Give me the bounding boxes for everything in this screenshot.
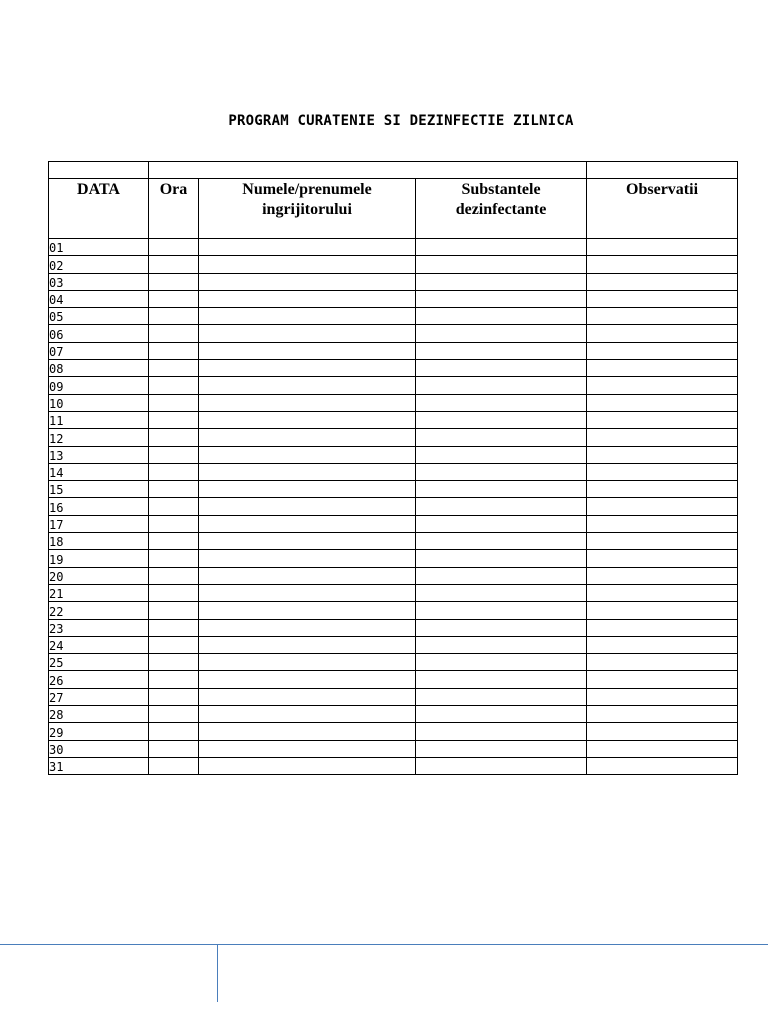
substances-cell[interactable] <box>416 273 587 290</box>
name-cell[interactable] <box>199 325 416 342</box>
document-title: PROGRAM CURATENIE SI DEZINFECTIE ZILNICA <box>228 113 574 129</box>
table-row <box>49 360 738 377</box>
observations-cell[interactable] <box>587 706 738 723</box>
footer-rule <box>0 944 768 945</box>
substances-cell[interactable] <box>416 740 587 757</box>
substances-cell[interactable] <box>416 429 587 446</box>
top-cell-data <box>49 162 149 179</box>
day-cell: 27 <box>49 688 149 705</box>
ora-cell[interactable] <box>149 636 199 653</box>
name-cell[interactable] <box>199 688 416 705</box>
observations-cell[interactable] <box>587 463 738 480</box>
day-cell: 05 <box>49 308 149 325</box>
table-row <box>49 740 738 757</box>
name-cell[interactable] <box>199 308 416 325</box>
day-cell: 29 <box>49 723 149 740</box>
ora-cell[interactable] <box>149 429 199 446</box>
observations-cell[interactable] <box>587 584 738 601</box>
day-cell: 18 <box>49 533 149 550</box>
observations-cell[interactable] <box>587 342 738 359</box>
ora-cell[interactable] <box>149 290 199 307</box>
ora-cell[interactable] <box>149 723 199 740</box>
day-cell: 14 <box>49 463 149 480</box>
table-row <box>49 290 738 307</box>
observations-cell[interactable] <box>587 256 738 273</box>
ora-cell[interactable] <box>149 688 199 705</box>
table-row <box>49 533 738 550</box>
header-observations: Observatii <box>587 179 738 239</box>
name-cell[interactable] <box>199 256 416 273</box>
substances-cell[interactable] <box>416 584 587 601</box>
substances-cell[interactable] <box>416 481 587 498</box>
table-row <box>49 308 738 325</box>
day-cell: 28 <box>49 706 149 723</box>
day-cell: 11 <box>49 411 149 428</box>
table-row <box>49 706 738 723</box>
table-row <box>49 584 738 601</box>
ora-cell[interactable] <box>149 567 199 584</box>
day-cell: 13 <box>49 446 149 463</box>
table-row <box>49 446 738 463</box>
table-row <box>49 239 738 256</box>
day-cell: 15 <box>49 481 149 498</box>
observations-cell[interactable] <box>587 636 738 653</box>
substances-cell[interactable] <box>416 515 587 532</box>
name-cell[interactable] <box>199 636 416 653</box>
substances-cell[interactable] <box>416 360 587 377</box>
top-cell-merged <box>149 162 587 179</box>
ora-cell[interactable] <box>149 550 199 567</box>
substances-cell[interactable] <box>416 394 587 411</box>
observations-cell[interactable] <box>587 567 738 584</box>
substances-cell[interactable] <box>416 619 587 636</box>
day-cell: 02 <box>49 256 149 273</box>
substances-cell[interactable] <box>416 239 587 256</box>
observations-cell[interactable] <box>587 290 738 307</box>
header-ora: Ora <box>149 179 199 239</box>
name-cell[interactable] <box>199 757 416 774</box>
ora-cell[interactable] <box>149 602 199 619</box>
ora-cell[interactable] <box>149 481 199 498</box>
observations-cell[interactable] <box>587 533 738 550</box>
substances-cell[interactable] <box>416 688 587 705</box>
substances-cell[interactable] <box>416 671 587 688</box>
ora-cell[interactable] <box>149 654 199 671</box>
table-header-row <box>49 179 738 239</box>
substances-cell[interactable] <box>416 290 587 307</box>
name-cell[interactable] <box>199 446 416 463</box>
substances-cell[interactable] <box>416 757 587 774</box>
ora-cell[interactable] <box>149 584 199 601</box>
footer-divider <box>217 944 218 1002</box>
name-cell[interactable] <box>199 740 416 757</box>
substances-cell[interactable] <box>416 706 587 723</box>
substances-cell[interactable] <box>416 308 587 325</box>
ora-cell[interactable] <box>149 619 199 636</box>
name-cell[interactable] <box>199 619 416 636</box>
table-row <box>49 688 738 705</box>
observations-cell[interactable] <box>587 515 738 532</box>
cleaning-log-table <box>48 161 738 775</box>
name-cell[interactable] <box>199 533 416 550</box>
observations-cell[interactable] <box>587 550 738 567</box>
table-top-row <box>49 162 738 179</box>
name-cell[interactable] <box>199 498 416 515</box>
ora-cell[interactable] <box>149 498 199 515</box>
observations-cell[interactable] <box>587 740 738 757</box>
table-row <box>49 515 738 532</box>
substances-cell[interactable] <box>416 446 587 463</box>
ora-cell[interactable] <box>149 446 199 463</box>
substances-cell[interactable] <box>416 567 587 584</box>
observations-cell[interactable] <box>587 377 738 394</box>
ora-cell[interactable] <box>149 757 199 774</box>
table-row <box>49 498 738 515</box>
table-row <box>49 342 738 359</box>
ora-cell[interactable] <box>149 394 199 411</box>
table-row <box>49 411 738 428</box>
table-row <box>49 671 738 688</box>
day-cell: 24 <box>49 636 149 653</box>
ora-cell[interactable] <box>149 411 199 428</box>
table-row <box>49 619 738 636</box>
table-row <box>49 723 738 740</box>
table-row <box>49 256 738 273</box>
observations-cell[interactable] <box>587 481 738 498</box>
name-cell[interactable] <box>199 411 416 428</box>
day-cell: 23 <box>49 619 149 636</box>
ora-cell[interactable] <box>149 706 199 723</box>
table-row <box>49 325 738 342</box>
day-cell: 04 <box>49 290 149 307</box>
header-data: DATA <box>49 179 149 239</box>
day-cell: 07 <box>49 342 149 359</box>
ora-cell[interactable] <box>149 256 199 273</box>
day-cell: 25 <box>49 654 149 671</box>
name-cell[interactable] <box>199 377 416 394</box>
table-row <box>49 273 738 290</box>
observations-cell[interactable] <box>587 602 738 619</box>
name-cell[interactable] <box>199 394 416 411</box>
ora-cell[interactable] <box>149 377 199 394</box>
name-cell[interactable] <box>199 463 416 480</box>
observations-cell[interactable] <box>587 671 738 688</box>
substances-cell[interactable] <box>416 654 587 671</box>
name-cell[interactable] <box>199 481 416 498</box>
day-cell: 12 <box>49 429 149 446</box>
day-cell: 31 <box>49 757 149 774</box>
substances-cell[interactable] <box>416 325 587 342</box>
header-name: Numele/prenumele ingrijitorului <box>199 179 416 239</box>
observations-cell[interactable] <box>587 273 738 290</box>
table-row <box>49 602 738 619</box>
substances-cell[interactable] <box>416 723 587 740</box>
table-row <box>49 463 738 480</box>
observations-cell[interactable] <box>587 411 738 428</box>
name-cell[interactable] <box>199 671 416 688</box>
name-cell[interactable] <box>199 550 416 567</box>
name-cell[interactable] <box>199 584 416 601</box>
table-row <box>49 429 738 446</box>
table-row <box>49 654 738 671</box>
observations-cell[interactable] <box>587 394 738 411</box>
day-cell: 08 <box>49 360 149 377</box>
table-row <box>49 567 738 584</box>
observations-cell[interactable] <box>587 654 738 671</box>
observations-cell[interactable] <box>587 308 738 325</box>
name-cell[interactable] <box>199 273 416 290</box>
substances-cell[interactable] <box>416 550 587 567</box>
day-cell: 16 <box>49 498 149 515</box>
day-cell: 22 <box>49 602 149 619</box>
name-cell[interactable] <box>199 360 416 377</box>
day-cell: 10 <box>49 394 149 411</box>
header-substances: Substantele dezinfectante <box>416 179 587 239</box>
day-cell: 01 <box>49 239 149 256</box>
day-cell: 06 <box>49 325 149 342</box>
ora-cell[interactable] <box>149 342 199 359</box>
name-cell[interactable] <box>199 654 416 671</box>
table-row <box>49 636 738 653</box>
substances-cell[interactable] <box>416 411 587 428</box>
name-cell[interactable] <box>199 602 416 619</box>
ora-cell[interactable] <box>149 463 199 480</box>
observations-cell[interactable] <box>587 429 738 446</box>
day-cell: 03 <box>49 273 149 290</box>
substances-cell[interactable] <box>416 636 587 653</box>
table-row <box>49 550 738 567</box>
ora-cell[interactable] <box>149 325 199 342</box>
substances-cell[interactable] <box>416 463 587 480</box>
observations-cell[interactable] <box>587 688 738 705</box>
observations-cell[interactable] <box>587 723 738 740</box>
name-cell[interactable] <box>199 429 416 446</box>
day-cell: 30 <box>49 740 149 757</box>
ora-cell[interactable] <box>149 308 199 325</box>
day-cell: 09 <box>49 377 149 394</box>
substances-cell[interactable] <box>416 602 587 619</box>
name-cell[interactable] <box>199 239 416 256</box>
observations-cell[interactable] <box>587 446 738 463</box>
table-row <box>49 757 738 774</box>
table-row <box>49 377 738 394</box>
ora-cell[interactable] <box>149 515 199 532</box>
day-cell: 17 <box>49 515 149 532</box>
observations-cell[interactable] <box>587 619 738 636</box>
ora-cell[interactable] <box>149 360 199 377</box>
day-cell: 19 <box>49 550 149 567</box>
substances-cell[interactable] <box>416 342 587 359</box>
name-cell[interactable] <box>199 290 416 307</box>
ora-cell[interactable] <box>149 533 199 550</box>
ora-cell[interactable] <box>149 273 199 290</box>
table-row <box>49 394 738 411</box>
substances-cell[interactable] <box>416 498 587 515</box>
name-cell[interactable] <box>199 706 416 723</box>
name-cell[interactable] <box>199 723 416 740</box>
day-cell: 20 <box>49 567 149 584</box>
ora-cell[interactable] <box>149 740 199 757</box>
ora-cell[interactable] <box>149 671 199 688</box>
day-cell: 21 <box>49 584 149 601</box>
observations-cell[interactable] <box>587 239 738 256</box>
observations-cell[interactable] <box>587 757 738 774</box>
table-row <box>49 481 738 498</box>
name-cell[interactable] <box>199 567 416 584</box>
ora-cell[interactable] <box>149 239 199 256</box>
observations-cell[interactable] <box>587 325 738 342</box>
name-cell[interactable] <box>199 342 416 359</box>
observations-cell[interactable] <box>587 498 738 515</box>
substances-cell[interactable] <box>416 533 587 550</box>
day-cell: 26 <box>49 671 149 688</box>
observations-cell[interactable] <box>587 360 738 377</box>
substances-cell[interactable] <box>416 377 587 394</box>
substances-cell[interactable] <box>416 256 587 273</box>
top-cell-observatii <box>587 162 738 179</box>
name-cell[interactable] <box>199 515 416 532</box>
